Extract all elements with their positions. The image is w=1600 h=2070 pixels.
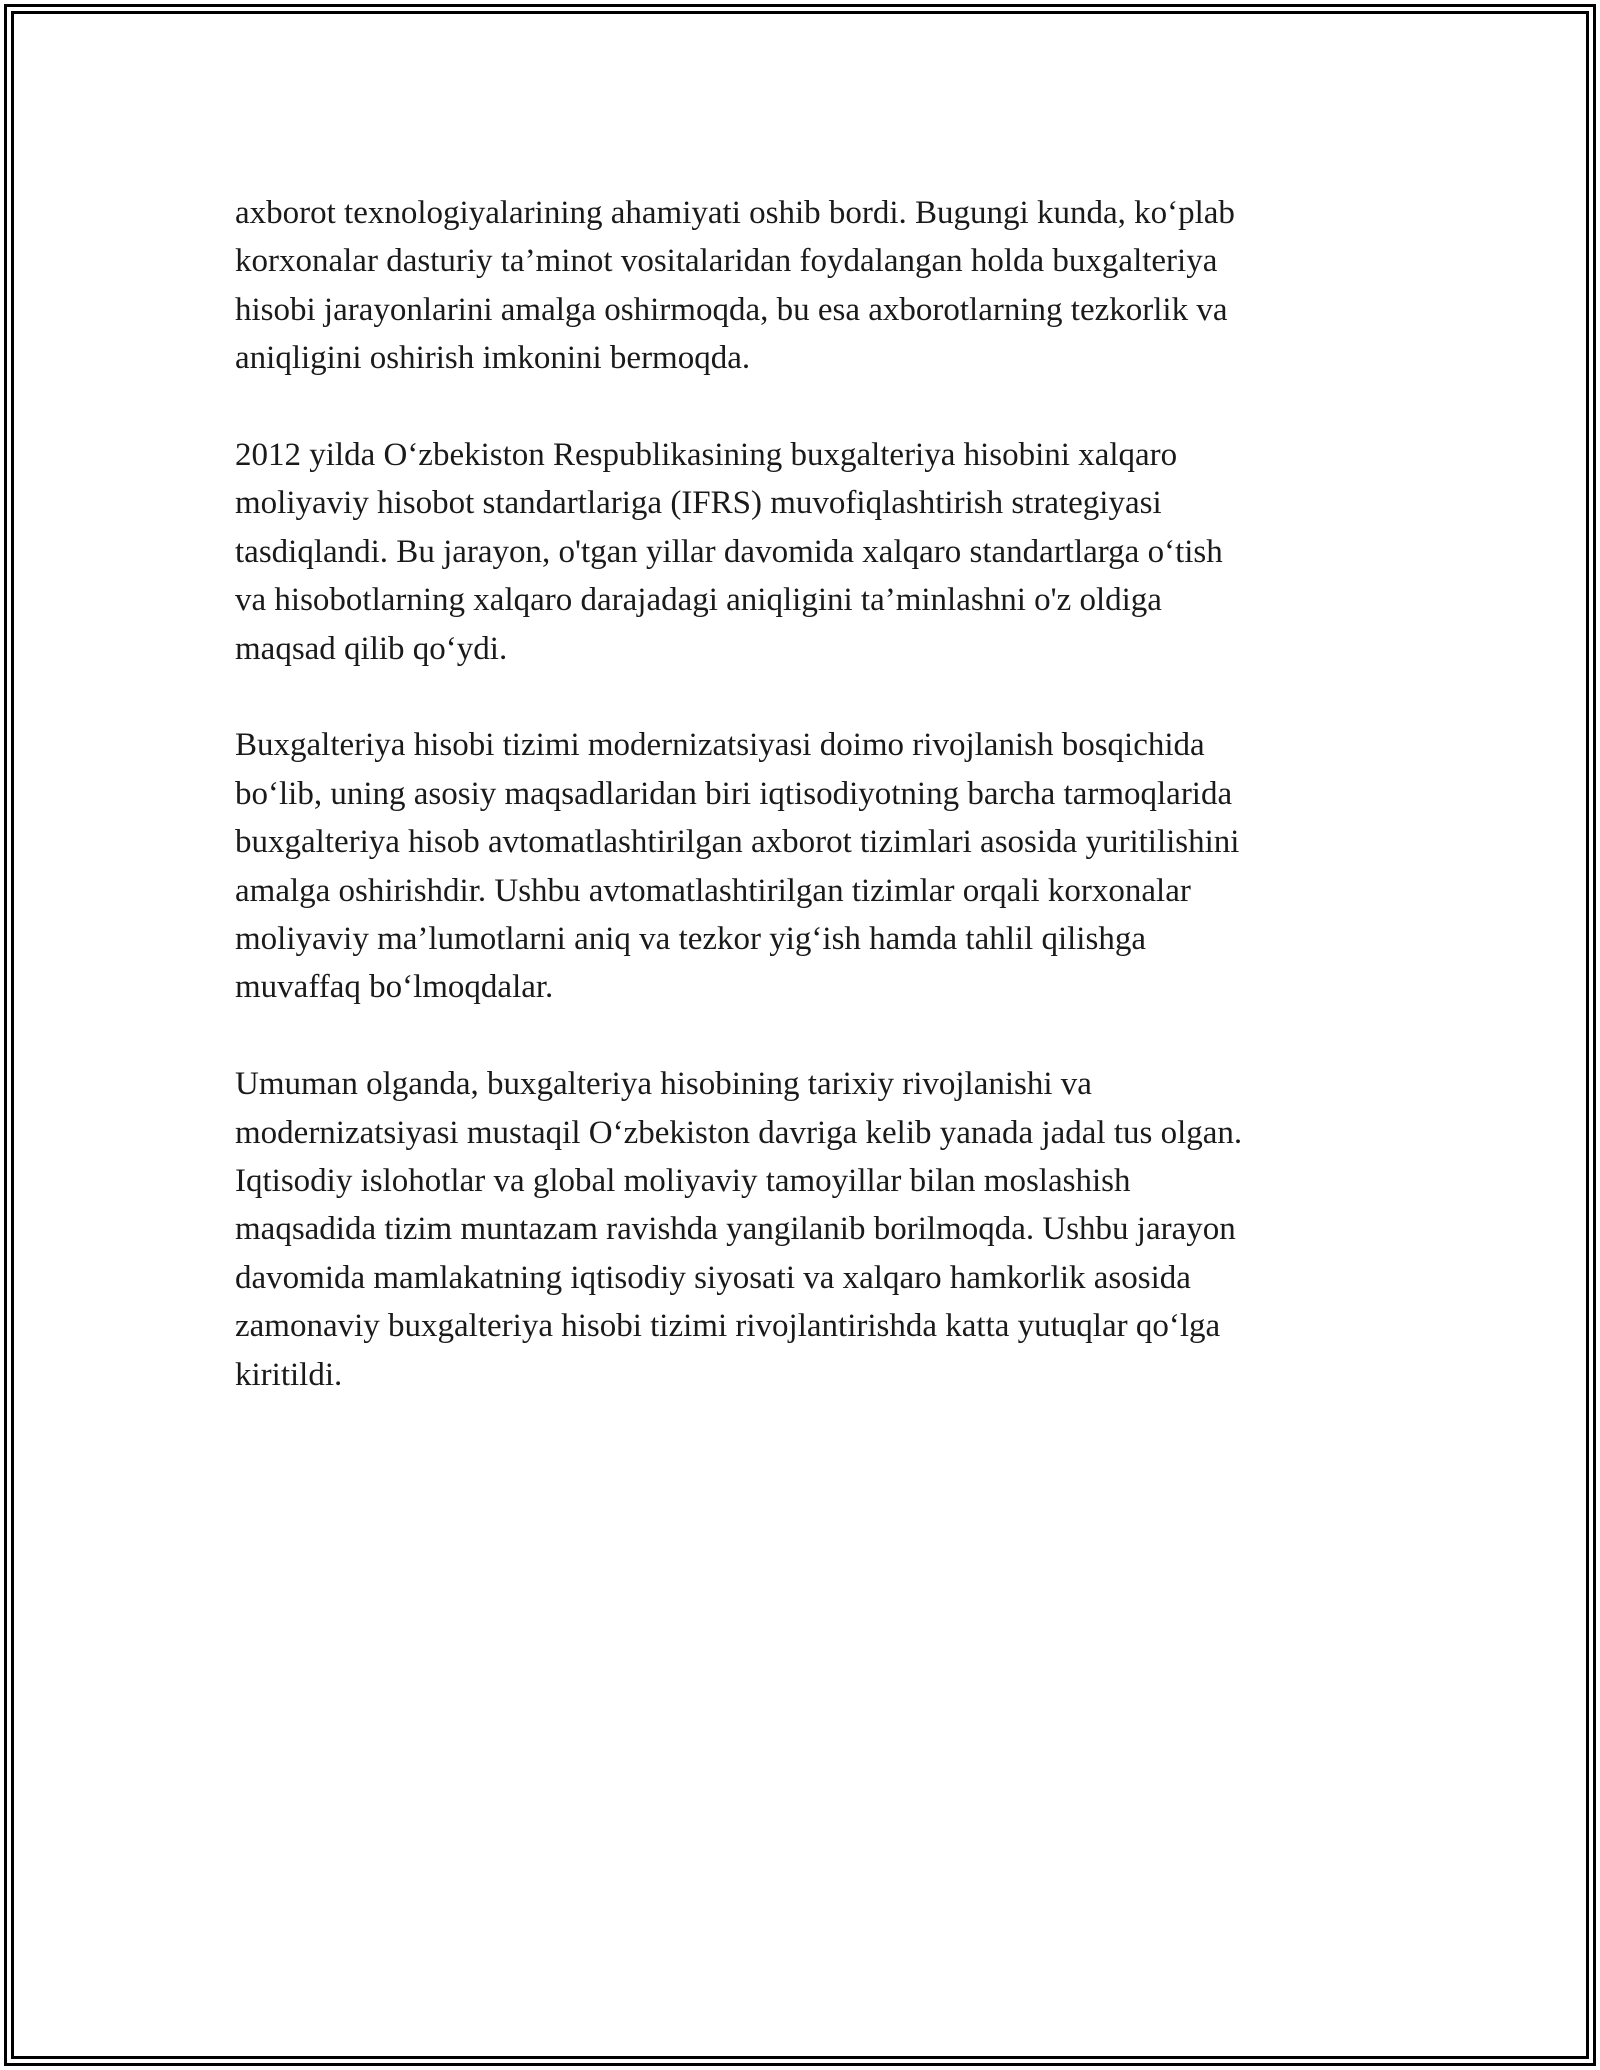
text-line: kiritildi. — [235, 1356, 343, 1393]
text-line: buxgalteriya hisob avtomatlashtirilgan axborot tizimlari asosida yuritilishini — [235, 824, 1240, 861]
text-line: moliyaviy hisobot standartlariga (IFRS) muvofiqlashtirish strategiyasi — [235, 485, 1162, 522]
text-line: davomida mamlakatning iqtisodiy siyosati va xalqaro hamkorlik asosida — [235, 1259, 1191, 1296]
text-line: axborot texnologiyalarining ahamiyati oshib bordi. Bugungi kunda, ko‘plab — [235, 195, 1235, 231]
text-line: hisobi jarayonlarini amalga oshirmoqda, bu esa axborotlarning tezkorlik va — [235, 291, 1228, 328]
paragraph-1 — [235, 189, 1375, 383]
text-line: bo‘lib, uning asosiy maqsadlaridan biri iqtisodiyotning barcha tarmoqlarida — [235, 775, 1233, 812]
text-line: modernizatsiyasi mustaqil O‘zbekiston davriga kelib yanada jadal tus olgan. — [235, 1114, 1243, 1151]
text-line: muvaffaq bo‘lmoqdalar. — [235, 969, 554, 1006]
document-body — [235, 189, 1375, 1448]
text-line: zamonaviy buxgalteriya hisobi tizimi rivojlantirishda katta yutuqlar qo‘lga — [235, 1308, 1221, 1345]
paragraph-2 — [235, 431, 1375, 673]
paragraph-3 — [235, 721, 1375, 1011]
text-line: tasdiqlandi. Bu jarayon, o'tgan yillar davomida xalqaro standartlarga o‘tish — [235, 533, 1223, 570]
text-line: maqsad qilib qo‘ydi. — [235, 630, 508, 667]
paragraph-4 — [235, 1060, 1375, 1399]
text-line: maqsadida tizim muntazam ravishda yangilanib borilmoqda. Ushbu jarayon — [235, 1211, 1236, 1248]
text-line: 2012 yilda O‘zbekiston Respublikasining buxgalteriya hisobini xalqaro — [235, 437, 1178, 474]
text-line: aniqligini oshirish imkonini bermoqda. — [235, 340, 751, 377]
text-line: amalga oshirishdir. Ushbu avtomatlashtirilgan tizimlar orqali korxonalar — [235, 872, 1191, 909]
text-line: korxonalar dasturiy ta’minot vositalaridan foydalangan holda buxgalteriya — [235, 243, 1218, 280]
text-line: Umuman olganda, buxgalteriya hisobining tarixiy rivojlanishi va — [235, 1066, 1092, 1103]
text-line: Iqtisodiy islohotlar va global moliyaviy tamoyillar bilan moslashish — [235, 1163, 1131, 1200]
text-line: Buxgalteriya hisobi tizimi modernizatsiyasi doimo rivojlanish bosqichida — [235, 727, 1205, 764]
text-line: moliyaviy ma’lumotlarni aniq va tezkor yig‘ish hamda tahlil qilishga — [235, 921, 1146, 958]
text-line: va hisobotlarning xalqaro darajadagi aniqligini ta’minlashni o'z oldiga — [235, 582, 1162, 619]
